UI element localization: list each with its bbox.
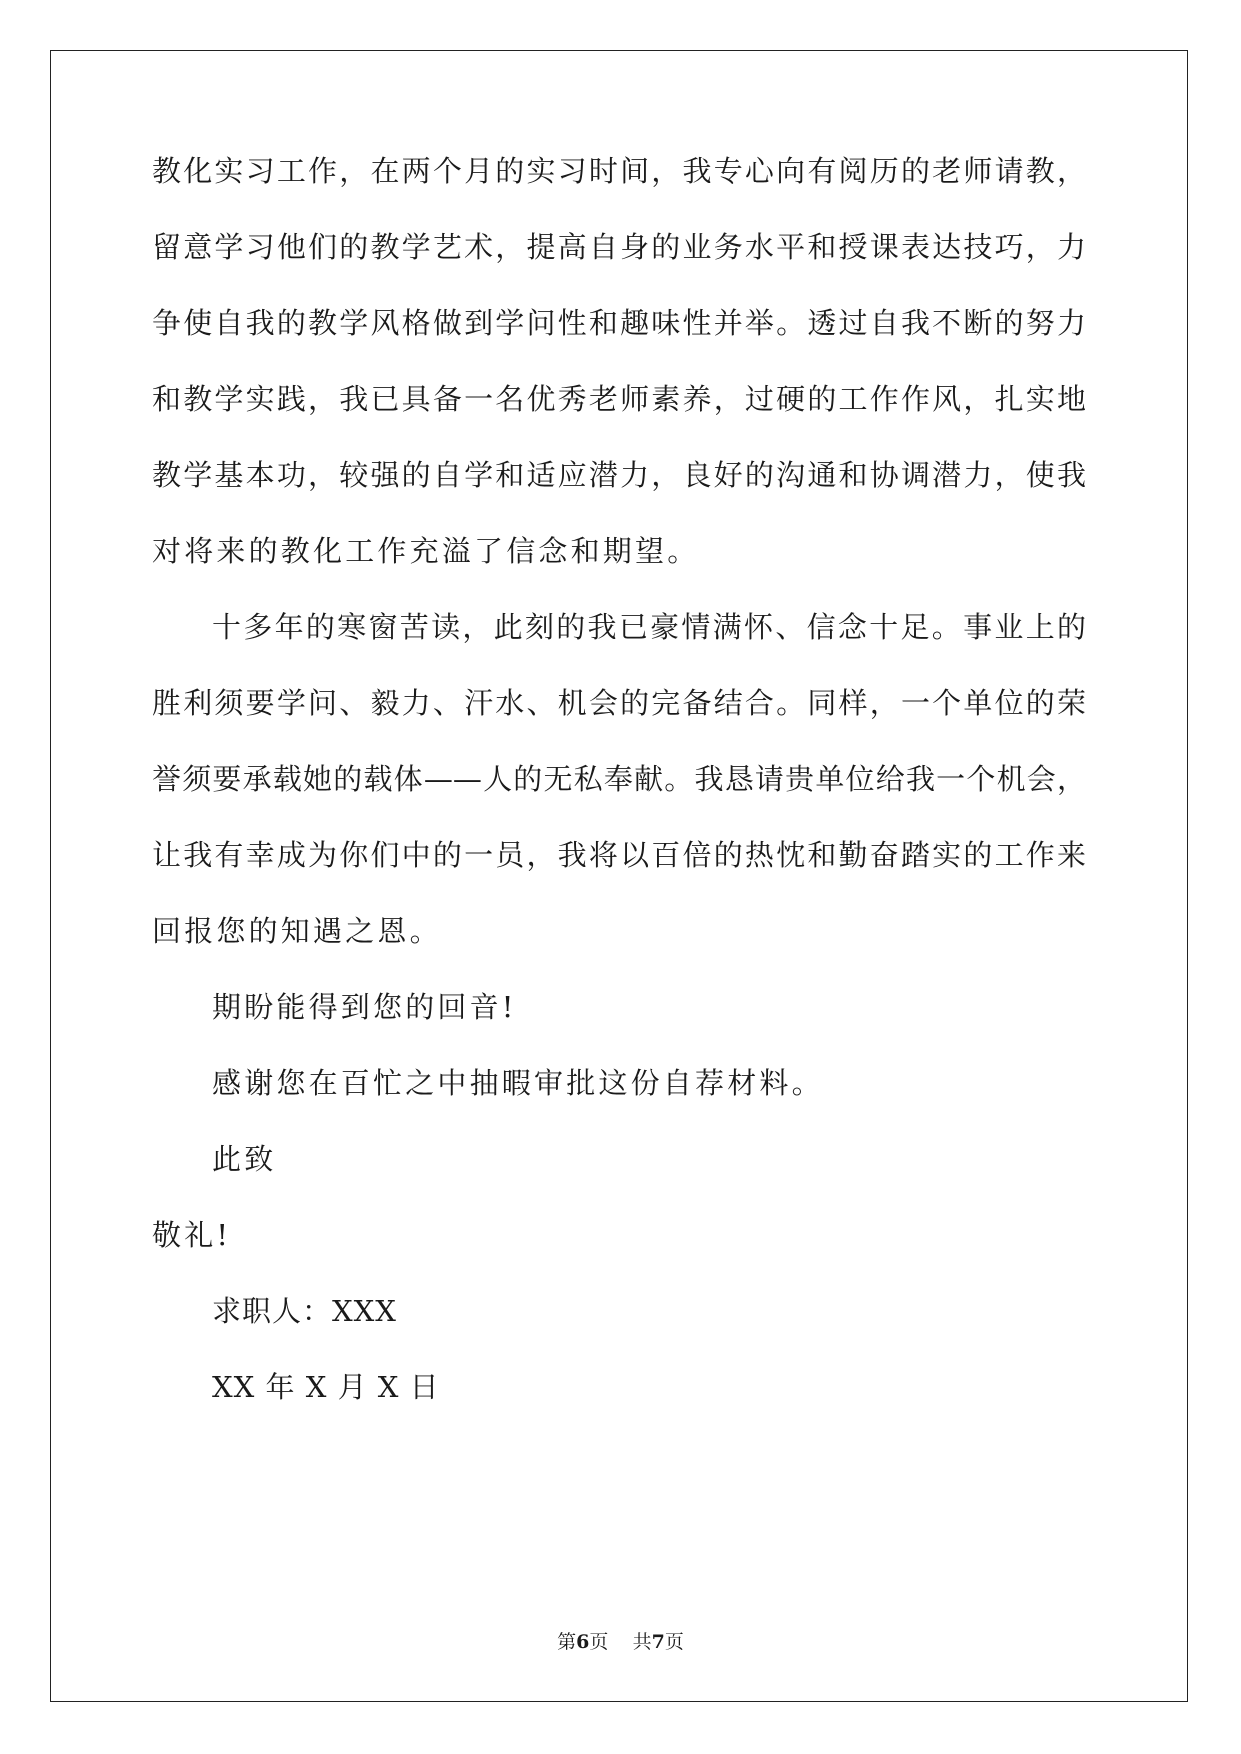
body-line: 教化实习工作，在两个月的实习时间，我专心向有阅历的老师请教， (152, 154, 1086, 188)
closing-line: 期盼能得到您的回音! (212, 990, 517, 1024)
footer-page-suffix: 页 (589, 1631, 609, 1653)
signature-line: 求职人：XXX (212, 1294, 397, 1328)
body-line: 和教学实践，我已具备一名优秀老师素养，过硬的工作作风，扎实地 (152, 382, 1086, 416)
body-line: 留意学习他们的教学艺术，提高自身的业务水平和授课表达技巧，力 (152, 230, 1086, 264)
body-line: 对将来的教化工作充溢了信念和期望。 (152, 534, 700, 568)
footer-total-prefix: 共 (632, 1631, 652, 1653)
body-line: 胜利须要学问、毅力、汗水、机会的完备结合。同样，一个单位的荣 (152, 686, 1086, 720)
body-line: 让我有幸成为你们中的一员，我将以百倍的热忱和勤奋踏实的工作来 (152, 838, 1086, 872)
footer-total-suffix: 页 (664, 1631, 684, 1653)
body-line: 誉须要承载她的载体——人的无私奉献。我恳请贵单位给我一个机会， (152, 762, 1086, 796)
footer-page-prefix: 第 (557, 1631, 577, 1653)
body-line: 回报您的知遇之恩。 (152, 914, 442, 948)
salutation-line: 此致 (212, 1142, 277, 1176)
page-frame (50, 50, 1188, 1702)
body-line: 教学基本功，较强的自学和适应潜力，良好的沟通和协调潜力，使我 (152, 458, 1086, 492)
body-line: 争使自我的教学风格做到学问性和趣味性并举。透过自我不断的努力 (152, 306, 1086, 340)
footer-page-current: 6 (576, 1631, 590, 1653)
regards-line: 敬礼! (152, 1218, 232, 1252)
date-line: XX 年 X 月 X 日 (212, 1370, 440, 1404)
footer-page-total: 7 (651, 1631, 665, 1653)
thanks-line: 感谢您在百忙之中抽暇审批这份自荐材料。 (212, 1066, 824, 1100)
paragraph-start-line: 十多年的寒窗苦读，此刻的我已豪情满怀、信念十足。事业上的 (212, 610, 1086, 644)
page-footer (0, 1629, 1241, 1655)
